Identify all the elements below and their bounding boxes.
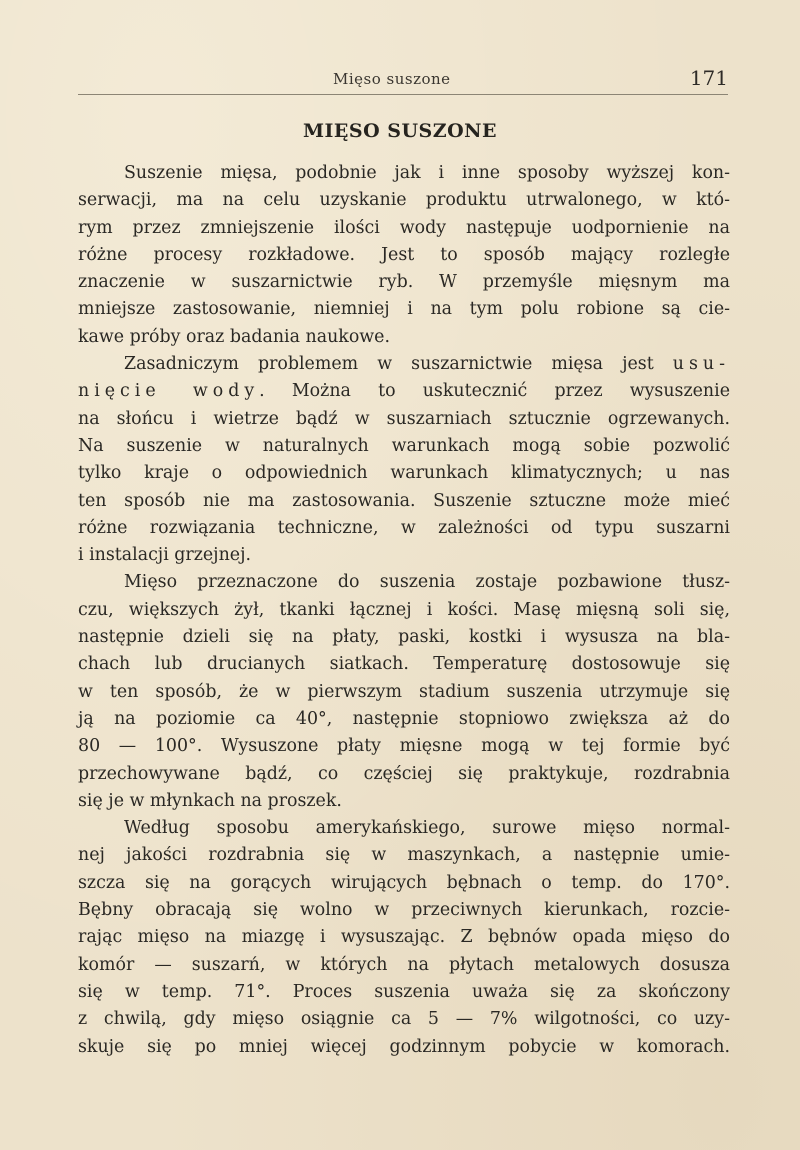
text-line: czu, większych żył, tkanki łącznej i kości. Masę mięsną soli się, bbox=[78, 599, 730, 620]
text-line: następnie dzieli się na płaty, paski, kostki i wysusza na bla- bbox=[78, 627, 730, 648]
text-line: znaczenie w suszarnictwie ryb. W przemyśle mięsnym ma bbox=[78, 272, 730, 293]
text-line: na słońcu i wietrze bądź w suszarniach sztucznie ogrzewanych. bbox=[78, 408, 730, 429]
section-heading: MIĘSO SUSZONE bbox=[302, 120, 498, 142]
text-line: szcza się na gorących wirujących bębnach o temp. do 170°. bbox=[78, 872, 730, 893]
running-head bbox=[78, 66, 728, 96]
text-line: mniejsze zastosowanie, niemniej i na tym polu robione są cie- bbox=[78, 299, 730, 320]
text-line: kawe próby oraz badania naukowe. bbox=[78, 326, 390, 347]
page-number: 171 bbox=[689, 66, 728, 90]
text-line: skuje się po mniej więcej godzinnym pobycie w komorach. bbox=[78, 1036, 730, 1057]
body-text bbox=[78, 160, 730, 1061]
text-line: Mięso przeznaczone do suszenia zostaje pozbawione tłusz- bbox=[124, 572, 730, 593]
text-line: tylko kraje o odpowiednich warunkach klimatycznych; u nas bbox=[78, 463, 730, 484]
text-line: i instalacji grzejnej. bbox=[78, 545, 251, 566]
text-line: nej jakości rozdrabnia się w maszynkach, a następnie umie- bbox=[78, 845, 730, 866]
header-rule bbox=[78, 94, 728, 95]
text-line: przechowywane bądź, co częściej się praktykuje, rozdrabnia bbox=[78, 763, 730, 784]
text-line: 80 — 100°. Wysuszone płaty mięsne mogą w tej formie być bbox=[78, 736, 730, 757]
text-line: ją na poziomie ca 40°, następnie stopniowo zwiększa aż do bbox=[78, 708, 730, 729]
text-line: różne procesy rozkładowe. Jest to sposób mający rozległe bbox=[78, 244, 730, 265]
text-line: się w temp. 71°. Proces suszenia uważa się za skończony bbox=[78, 981, 730, 1002]
text-line: w ten sposób, że w pierwszym stadium suszenia utrzymuje się bbox=[78, 681, 730, 702]
text-line: serwacji, ma na celu uzyskanie produktu utrwalonego, w któ- bbox=[78, 190, 730, 211]
running-title: Mięso suszone bbox=[333, 70, 451, 88]
text-line: ten sposób nie ma zastosowania. Suszenie sztuczne może mieć bbox=[78, 490, 730, 511]
text-line-part: Zasadniczym problemem w suszarnictwie mięsa jest bbox=[124, 354, 654, 375]
text-line: Na suszenie w naturalnych warunkach mogą sobie pozwolić bbox=[78, 435, 730, 456]
text-line: chach lub drucianych siatkach. Temperaturę dostosowuje się bbox=[78, 654, 730, 675]
text-line: Bębny obracają się wolno w przeciwnych kierunkach, rozcie- bbox=[78, 900, 730, 921]
text-line-part: . Można to uskutecznić przez wysuszenie bbox=[259, 381, 730, 402]
text-line: Według sposobu amerykańskiego, surowe mięso normal- bbox=[124, 818, 730, 839]
text-line: Suszenie mięsa, podobnie jak i inne sposoby wyższej kon- bbox=[124, 163, 730, 183]
text-line: komór — suszarń, w których na płytach metalowych dosusza bbox=[78, 954, 730, 975]
text-line: się je w młynkach na proszek. bbox=[78, 790, 342, 811]
text-line bbox=[78, 378, 730, 405]
text-line: rając mięso na miazgę i wysuszając. Z bębnów opada mięso do bbox=[78, 927, 730, 948]
text-line: rym przez zmniejszenie ilości wody następuje uodpornienie na bbox=[78, 217, 730, 238]
spaced-emphasis: nięcie wody bbox=[78, 381, 260, 402]
spaced-emphasis: usu- bbox=[672, 354, 730, 375]
text-line: różne rozwiązania techniczne, w zależności od typu suszarni bbox=[78, 517, 730, 538]
text-line bbox=[78, 351, 730, 378]
text-line: z chwilą, gdy mięso osiągnie ca 5 — 7% wilgotności, co uzy- bbox=[78, 1009, 730, 1030]
